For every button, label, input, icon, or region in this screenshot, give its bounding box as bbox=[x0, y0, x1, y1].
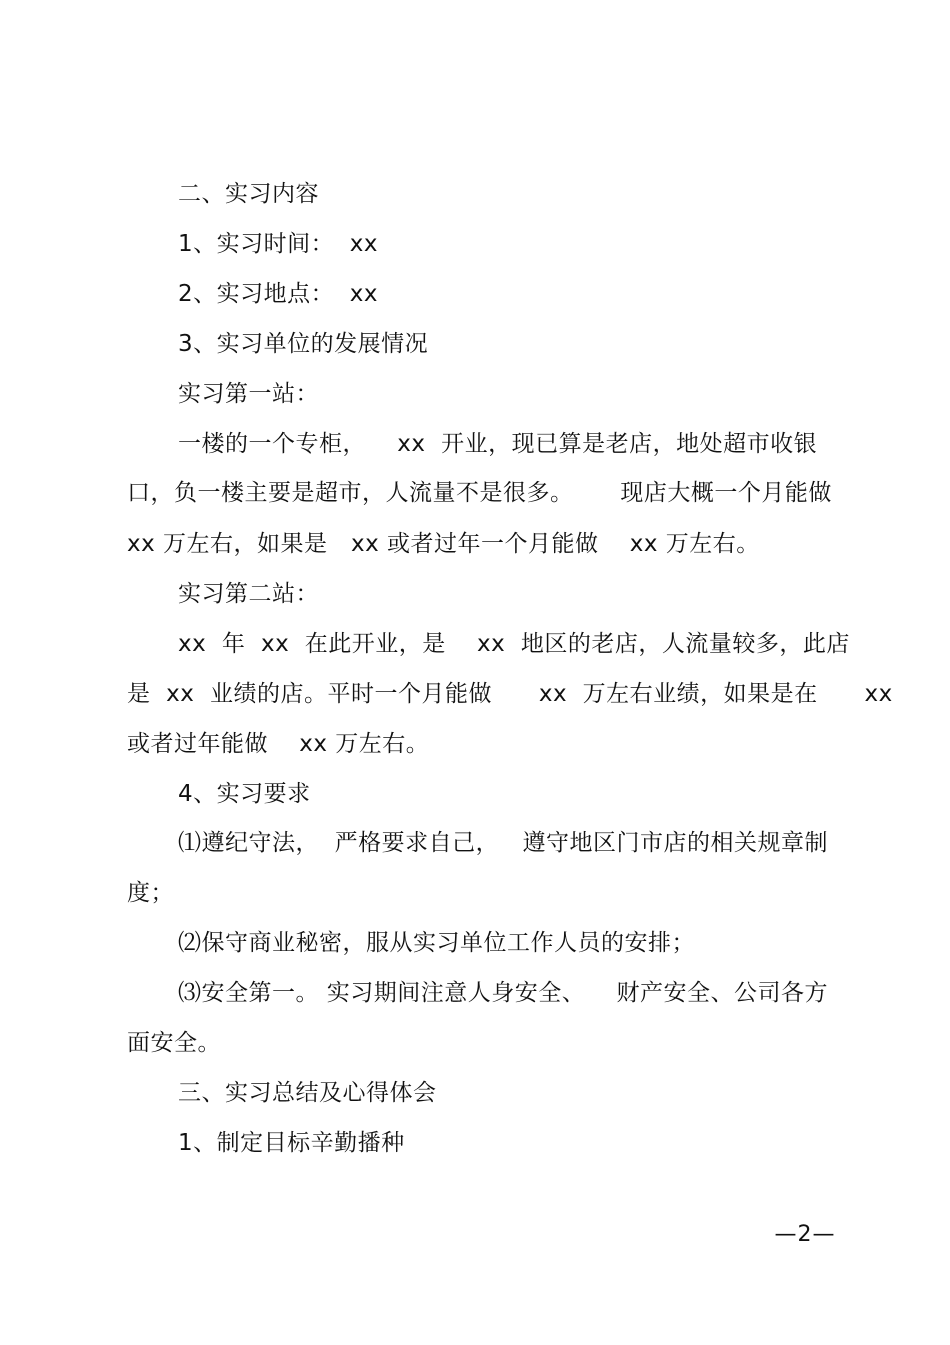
paragraph-line: 1、制定目标辛勤播种 bbox=[178, 1130, 405, 1156]
section-heading: 三、实习总结及心得体会 bbox=[178, 1080, 437, 1106]
paragraph-line: xx 万左右，如果是 xx 或者过年一个月能做 xx 万左右。 bbox=[127, 531, 760, 557]
paragraph-line: 1、实习时间： xx bbox=[178, 231, 378, 257]
section-subheading: 4、实习要求 bbox=[178, 781, 311, 807]
paragraph-line: 实习第二站： bbox=[178, 581, 319, 607]
paragraph-line: ⑵保守商业秘密，服从实习单位工作人员的安排； bbox=[178, 930, 695, 956]
paragraph-line: 口，负一楼主要是超市，人流量不是很多。 现店大概一个月能做 bbox=[127, 480, 832, 506]
paragraph-line: 度； bbox=[127, 880, 174, 906]
paragraph-line: 是 xx 业绩的店。平时一个月能做 xx 万左右业绩，如果是在 xx bbox=[127, 681, 893, 707]
paragraph-line: ⑴遵纪守法， 严格要求自己， 遵守地区门市店的相关规章制 bbox=[178, 830, 829, 856]
paragraph-line: xx 年 xx 在此开业，是 xx 地区的老店，人流量较多，此店 bbox=[178, 631, 850, 657]
paragraph-line: ⑶安全第一。 实习期间注意人身安全、 财产安全、公司各方 bbox=[178, 980, 829, 1006]
paragraph-line: 2、实习地点： xx bbox=[178, 281, 378, 307]
paragraph-line: 一楼的一个专柜， xx 开业，现已算是老店，地处超市收银 bbox=[178, 431, 818, 457]
paragraph-line: 或者过年能做 xx 万左右。 bbox=[127, 731, 430, 757]
paragraph-line: 实习第一站： bbox=[178, 381, 319, 407]
paragraph-line: 面安全。 bbox=[127, 1030, 221, 1056]
paragraph-line: 3、实习单位的发展情况 bbox=[178, 331, 429, 357]
section-heading: 二、实习内容 bbox=[178, 181, 319, 207]
page-number: —2— bbox=[774, 1222, 836, 1247]
